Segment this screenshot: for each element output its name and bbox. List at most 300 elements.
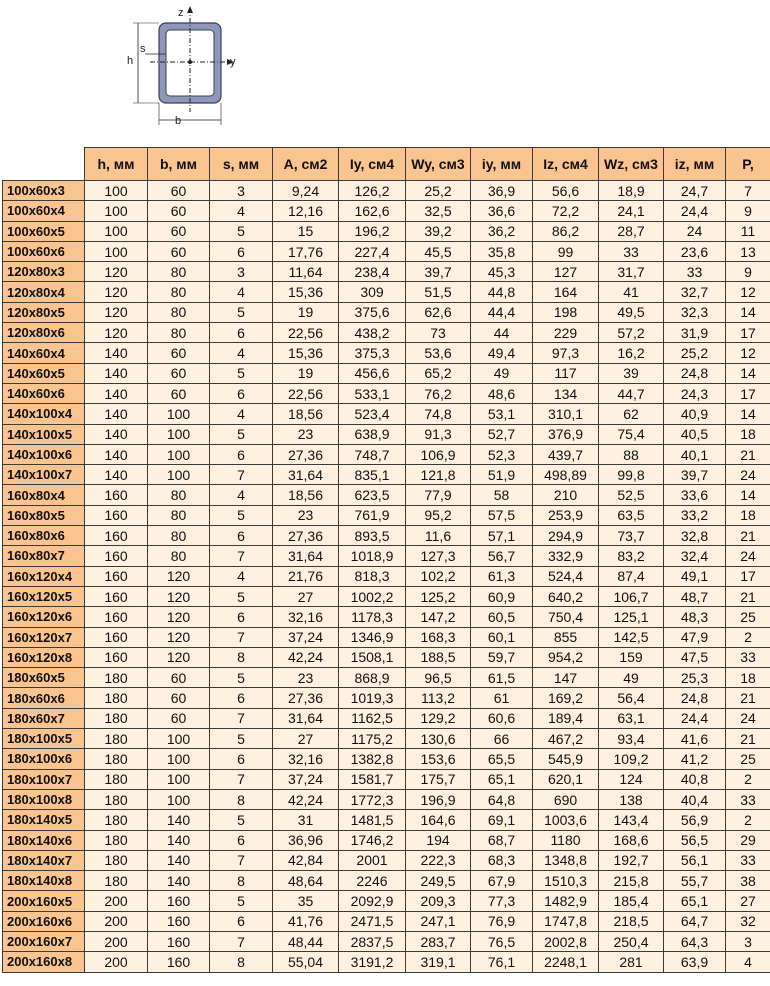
table-cell: 42,24 [273,789,339,809]
table-cell: 56,1 [664,850,726,870]
table-row [3,931,770,951]
table-cell: 11,6 [406,526,471,546]
table-row [3,647,770,667]
table-cell: 6 [210,911,273,931]
table-cell: 19 [273,363,339,383]
table-cell: 4 [726,952,770,972]
table-cell: 9,24 [273,181,339,201]
table-cell: 2248,1 [533,952,599,972]
table-cell: 62 [599,404,664,424]
table-cell: 100 [85,241,148,261]
table-cell: 140 [148,830,210,850]
table-cell: 15,36 [273,282,339,302]
table-cell: 39,7 [406,262,471,282]
table-cell: 56,7 [471,546,533,566]
table-cell: 164,6 [406,810,471,830]
table-cell: 65,1 [471,769,533,789]
table-row [3,221,770,241]
table-cell: 76,2 [406,383,471,403]
h-dimension-label: h [127,55,134,67]
table-cell: 17,76 [273,241,339,261]
table-cell: 65,2 [406,363,471,383]
table-cell: 9 [726,262,770,282]
table-row [3,363,770,383]
table-cell: 15,36 [273,343,339,363]
table-row [3,627,770,647]
table-cell: 49,4 [471,343,533,363]
row-label: 160x120x8 [3,647,85,667]
table-cell: 160 [85,526,148,546]
table-cell: 72,2 [533,201,599,221]
table-cell: 7 [210,850,273,870]
row-label: 100x60x3 [3,181,85,201]
table-cell: 13 [726,241,770,261]
table-cell: 100 [148,465,210,485]
table-cell: 1180 [533,830,599,850]
table-cell: 198 [533,302,599,322]
column-header: Wz, см3 [599,148,664,181]
table-row [3,302,770,322]
table-cell: 14 [726,485,770,505]
table-cell: 120 [148,586,210,606]
table-cell: 533,1 [339,383,406,403]
table-cell: 80 [148,302,210,322]
table-cell: 180 [85,769,148,789]
table-cell: 93,4 [599,729,664,749]
table-cell: 1348,8 [533,850,599,870]
table-cell: 200 [85,911,148,931]
table-cell: 80 [148,485,210,505]
table-cell: 27,36 [273,526,339,546]
table-cell: 60 [148,201,210,221]
table-cell: 32,8 [664,526,726,546]
table-cell: 60 [148,668,210,688]
table-cell: 100 [85,201,148,221]
table-cell: 100 [148,424,210,444]
table-row [3,688,770,708]
table-cell: 31,64 [273,546,339,566]
table-cell: 180 [85,871,148,891]
table-row [3,586,770,606]
table-cell: 7 [210,931,273,951]
table-row [3,830,770,850]
column-header: Iy, см4 [339,148,406,181]
table-cell: 160 [148,891,210,911]
table-cell: 180 [85,830,148,850]
table-cell: 63,1 [599,708,664,728]
table-cell: 126,2 [339,181,406,201]
table-cell: 75,4 [599,424,664,444]
table-cell: 180 [85,729,148,749]
table-cell: 196,9 [406,789,471,809]
table-cell: 1175,2 [339,729,406,749]
table-row [3,444,770,464]
column-header: iy, мм [471,148,533,181]
table-cell: 55,7 [664,871,726,891]
table-cell: 17 [726,566,770,586]
row-label: 180x140x7 [3,850,85,870]
row-label: 160x120x7 [3,627,85,647]
table-row [3,668,770,688]
table-cell: 6 [210,383,273,403]
table-row [3,749,770,769]
table-cell: 31 [273,810,339,830]
table-cell: 120 [148,607,210,627]
section-diagram [0,0,770,145]
table-cell: 41 [599,282,664,302]
table-cell: 4 [210,485,273,505]
table-cell: 175,7 [406,769,471,789]
table-cell: 100 [148,444,210,464]
table-row [3,952,770,972]
table-cell: 21 [726,729,770,749]
table-cell: 97,3 [533,343,599,363]
table-cell: 31,64 [273,465,339,485]
table-cell: 8 [210,789,273,809]
table-cell: 1003,6 [533,810,599,830]
table-cell: 69,1 [471,810,533,830]
table-cell: 467,2 [533,729,599,749]
table-cell: 77,3 [471,891,533,911]
table-cell: 5 [210,505,273,525]
row-label: 120x80x5 [3,302,85,322]
table-cell: 21 [726,526,770,546]
table-cell: 12 [726,282,770,302]
table-cell: 7 [210,465,273,485]
row-label: 100x60x6 [3,241,85,261]
table-cell: 22,56 [273,383,339,403]
table-cell: 124 [599,769,664,789]
table-cell: 48,3 [664,607,726,627]
row-label: 200x160x7 [3,931,85,951]
table-cell: 80 [148,526,210,546]
table-cell: 18 [726,505,770,525]
table-cell: 5 [210,729,273,749]
table-cell: 855 [533,627,599,647]
table-cell: 868,9 [339,668,406,688]
table-cell: 4 [210,201,273,221]
table-cell: 24 [726,708,770,728]
table-cell: 40,9 [664,404,726,424]
table-cell: 620,1 [533,769,599,789]
row-label: 200x160x5 [3,891,85,911]
table-cell: 27,36 [273,444,339,464]
table-cell: 24,1 [599,201,664,221]
row-label: 120x80x4 [3,282,85,302]
table-cell: 49 [471,363,533,383]
z-axis-label: z [178,7,184,19]
table-cell: 7 [210,769,273,789]
table-cell: 1018,9 [339,546,406,566]
table-cell: 36,6 [471,201,533,221]
table-cell: 64,8 [471,789,533,809]
table-cell: 2002,8 [533,931,599,951]
table-cell: 57,1 [471,526,533,546]
table-row [3,526,770,546]
table-cell: 18 [726,424,770,444]
row-label: 160x120x6 [3,607,85,627]
table-cell: 640,2 [533,586,599,606]
table-cell: 24 [664,221,726,241]
table-cell: 48,7 [664,586,726,606]
table-cell: 40,1 [664,444,726,464]
table-cell: 31,9 [664,323,726,343]
row-label: 180x60x6 [3,688,85,708]
table-cell: 218,5 [599,911,664,931]
table-cell: 8 [210,952,273,972]
table-cell: 12 [726,343,770,363]
table-cell: 169,2 [533,688,599,708]
table-cell: 545,9 [533,749,599,769]
table-cell: 56,9 [664,810,726,830]
table-row [3,729,770,749]
table-cell: 180 [85,850,148,870]
table-cell: 160 [85,586,148,606]
column-header: s, мм [210,148,273,181]
row-label: 180x140x6 [3,830,85,850]
table-cell: 21 [726,688,770,708]
table-cell: 164 [533,282,599,302]
table-cell: 120 [85,323,148,343]
table-row [3,201,770,221]
table-cell: 51,5 [406,282,471,302]
row-label: 180x100x5 [3,729,85,749]
table-cell: 39 [599,363,664,383]
table-cell: 160 [85,566,148,586]
table-cell: 6 [210,526,273,546]
row-label: 140x100x5 [3,424,85,444]
table-cell: 76,5 [471,931,533,951]
table-row [3,424,770,444]
table-cell: 100 [148,404,210,424]
table-cell: 64,3 [664,931,726,951]
table-cell: 188,5 [406,647,471,667]
table-cell: 4 [210,282,273,302]
table-cell: 6 [210,444,273,464]
row-label: 140x60x5 [3,363,85,383]
table-cell: 249,5 [406,871,471,891]
table-cell: 24,8 [664,363,726,383]
table-cell: 140 [85,383,148,403]
table-cell: 23 [273,424,339,444]
table-cell: 229 [533,323,599,343]
table-cell: 160 [148,952,210,972]
table-row [3,789,770,809]
table-cell: 48,64 [273,871,339,891]
table-cell: 31,64 [273,708,339,728]
table-cell: 160 [148,911,210,931]
table-cell: 76,1 [471,952,533,972]
table-cell: 7 [210,708,273,728]
table-cell: 1178,3 [339,607,406,627]
table-cell: 439,7 [533,444,599,464]
table-cell: 24,4 [664,201,726,221]
table-cell: 238,4 [339,262,406,282]
row-label: 180x100x6 [3,749,85,769]
z-axis-arrow-icon [187,6,193,13]
table-row [3,383,770,403]
table-cell: 215,8 [599,871,664,891]
table-cell: 23,6 [664,241,726,261]
table-cell: 2092,9 [339,891,406,911]
table-row [3,505,770,525]
table-cell: 64,7 [664,911,726,931]
table-cell: 29 [726,830,770,850]
table-cell: 52,7 [471,424,533,444]
row-label: 140x60x4 [3,343,85,363]
table-cell: 80 [148,505,210,525]
table-cell: 120 [85,282,148,302]
row-label: 160x80x7 [3,546,85,566]
table-cell: 63,9 [664,952,726,972]
table-cell: 113,2 [406,688,471,708]
row-label: 180x60x5 [3,668,85,688]
table-cell: 24,4 [664,708,726,728]
table-cell: 61,3 [471,566,533,586]
table-cell: 60 [148,708,210,728]
column-header: b, мм [148,148,210,181]
column-header: iz, мм [664,148,726,181]
table-cell: 102,2 [406,566,471,586]
table-cell: 200 [85,952,148,972]
table-cell: 80 [148,282,210,302]
table-cell: 7 [726,181,770,201]
table-cell: 35 [273,891,339,911]
row-label: 160x80x6 [3,526,85,546]
table-cell: 61,5 [471,668,533,688]
table-cell: 5 [210,586,273,606]
table-cell: 19 [273,302,339,322]
row-label: 160x120x4 [3,566,85,586]
table-cell: 32,4 [664,546,726,566]
table-cell: 27 [726,891,770,911]
table-cell: 18 [726,668,770,688]
table-cell: 180 [85,749,148,769]
table-cell: 209,3 [406,891,471,911]
table-cell: 27 [273,729,339,749]
table-cell: 52,5 [599,485,664,505]
table-cell: 37,24 [273,627,339,647]
row-label: 180x140x5 [3,810,85,830]
table-cell: 41,76 [273,911,339,931]
table-cell: 33 [664,262,726,282]
table-row [3,810,770,830]
table-cell: 9 [726,201,770,221]
table-cell: 76,9 [471,911,533,931]
table-cell: 51,9 [471,465,533,485]
table-cell: 125,1 [599,607,664,627]
table-cell: 6 [210,688,273,708]
table-cell: 109,2 [599,749,664,769]
table-cell: 1510,3 [533,871,599,891]
table-cell: 45,5 [406,241,471,261]
table-cell: 83,2 [599,546,664,566]
table-cell: 60,1 [471,627,533,647]
table-cell: 247,1 [406,911,471,931]
table-cell: 60 [148,688,210,708]
table-cell: 100 [85,181,148,201]
table-cell: 86,2 [533,221,599,241]
table-cell: 127 [533,262,599,282]
table-cell: 21 [726,444,770,464]
table-cell: 192,7 [599,850,664,870]
table-cell: 376,9 [533,424,599,444]
table-cell: 2 [726,769,770,789]
table-cell: 375,6 [339,302,406,322]
table-cell: 140 [85,404,148,424]
table-cell: 185,4 [599,891,664,911]
table-cell: 140 [85,343,148,363]
table-cell: 153,6 [406,749,471,769]
row-label: 160x80x5 [3,505,85,525]
table-cell: 62,6 [406,302,471,322]
table-cell: 99,8 [599,465,664,485]
table-cell: 6 [210,241,273,261]
table-cell: 23 [273,505,339,525]
table-cell: 129,2 [406,708,471,728]
table-cell: 140 [85,363,148,383]
table-cell: 96,5 [406,668,471,688]
table-cell: 6 [210,607,273,627]
table-row [3,911,770,931]
table-cell: 14 [726,302,770,322]
table-cell: 222,3 [406,850,471,870]
table-cell: 438,2 [339,323,406,343]
table-cell: 100 [85,221,148,241]
table-cell: 162,6 [339,201,406,221]
table-cell: 65,5 [471,749,533,769]
table-cell: 750,4 [533,607,599,627]
table-cell: 17 [726,323,770,343]
table-row [3,181,770,201]
table-cell: 100 [148,749,210,769]
table-row [3,282,770,302]
profile-table [2,147,770,973]
table-row [3,262,770,282]
table-row [3,404,770,424]
table-cell: 33,2 [664,505,726,525]
table-cell: 1382,8 [339,749,406,769]
table-cell: 332,9 [533,546,599,566]
table-row [3,607,770,627]
header-corner [3,148,85,181]
table-cell: 95,2 [406,505,471,525]
table-cell: 88 [599,444,664,464]
table-row [3,769,770,789]
table-cell: 6 [210,749,273,769]
table-cell: 44,8 [471,282,533,302]
table-cell: 37,24 [273,769,339,789]
table-cell: 143,4 [599,810,664,830]
table-cell: 60 [148,181,210,201]
table-cell: 6 [210,323,273,343]
table-cell: 818,3 [339,566,406,586]
table-cell: 24 [726,465,770,485]
table-cell: 18,56 [273,404,339,424]
table-row [3,850,770,870]
table-cell: 623,5 [339,485,406,505]
table-cell: 68,3 [471,850,533,870]
table-cell: 57,5 [471,505,533,525]
table-cell: 33 [726,647,770,667]
table-cell: 21,76 [273,566,339,586]
table-cell: 18,9 [599,181,664,201]
header-row [3,148,770,181]
table-row [3,343,770,363]
table-cell: 47,9 [664,627,726,647]
table-cell: 60,6 [471,708,533,728]
table-cell: 180 [85,668,148,688]
